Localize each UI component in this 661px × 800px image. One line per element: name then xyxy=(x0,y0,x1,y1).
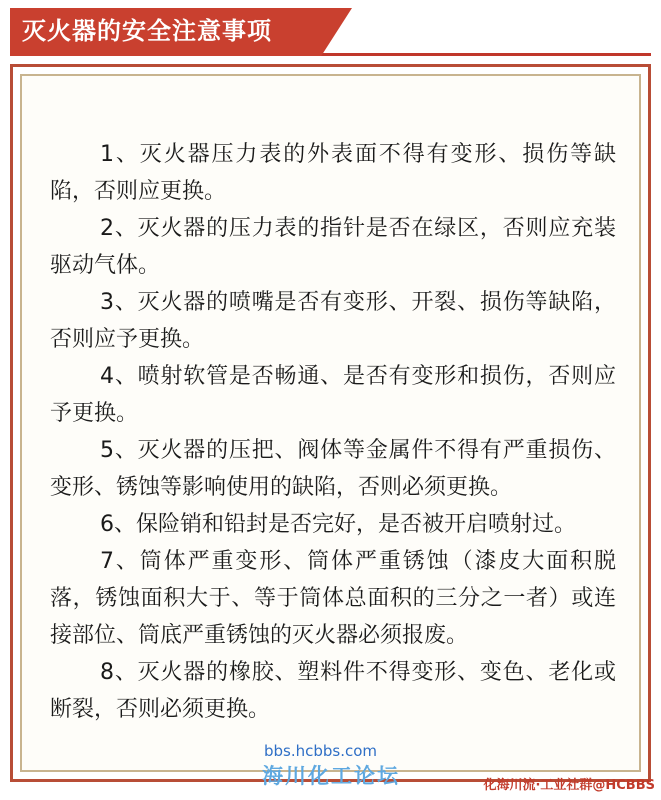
notice-item-1: 1、灭火器压力表的外表面不得有变形、损伤等缺陷，否则应更换。 xyxy=(50,142,616,204)
notice-item-5: 5、灭火器的压把、阀体等金属件不得有严重损伤、变形、锈蚀等影响使用的缺陷，否则必须更换。 xyxy=(50,438,616,500)
notice-item-2: 2、灭火器的压力表的指针是否在绿区，否则应充装驱动气体。 xyxy=(50,216,616,278)
notice-item-6: 6、保险销和铅封是否完好，是否被开启喷射过。 xyxy=(100,512,576,537)
notice-item-7: 7、筒体严重变形、筒体严重锈蚀（漆皮大面积脱落，锈蚀面积大于、等于筒体总面积的三分之一者）或连接部位、筒底严重锈蚀的灭火器必须报废。 xyxy=(50,549,616,648)
notice-item-4: 4、喷射软管是否畅通、是否有变形和损伤，否则应予更换。 xyxy=(50,364,616,426)
watermark-group: 化海川流·工业社群@HCBBS xyxy=(483,778,655,793)
watermark-forum: 海川化工论坛 xyxy=(262,764,400,788)
notice-list xyxy=(50,136,616,728)
notice-item-3: 3、灭火器的喷嘴是否有变形、开裂、损伤等缺陷，否则应予更换。 xyxy=(50,290,616,352)
page-title: 灭火器的安全注意事项 xyxy=(22,17,272,45)
watermark-url: bbs.hcbbs.com xyxy=(264,742,378,760)
notice-item-8: 8、灭火器的橡胶、塑料件不得变形、变色、老化或断裂，否则必须更换。 xyxy=(50,660,616,722)
